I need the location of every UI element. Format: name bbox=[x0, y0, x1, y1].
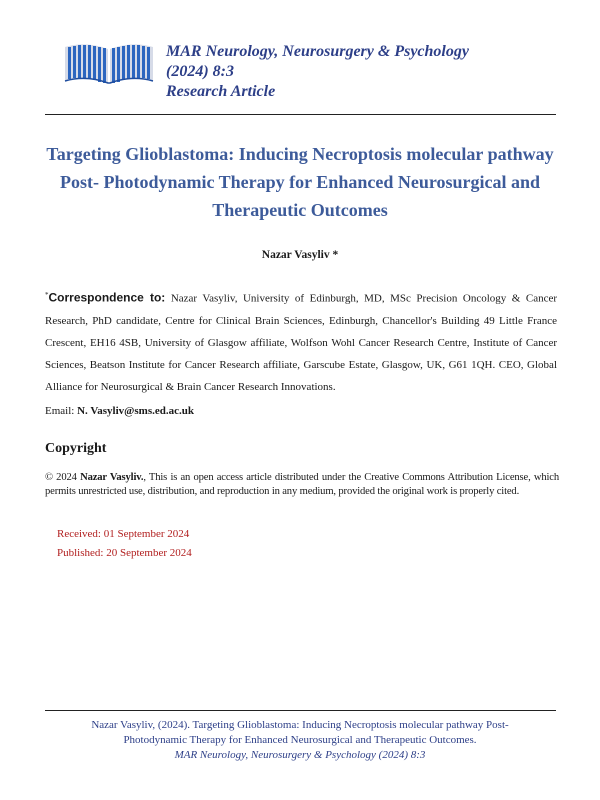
correspondence-block bbox=[45, 284, 557, 398]
title-line-3: Therapeutic Outcomes bbox=[212, 200, 388, 220]
footer-line-1: Nazar Vasyliv, (2024). Targeting Glioblastoma: Inducing Necroptosis molecular pathway Post- bbox=[91, 719, 509, 731]
correspondence-marker: * bbox=[45, 291, 49, 299]
journal-volume: (2024) 8:3 bbox=[166, 63, 234, 80]
article-title bbox=[40, 140, 560, 224]
author-name: Nazar Vasyliv * bbox=[261, 249, 339, 261]
email-label: Email: bbox=[45, 405, 75, 417]
article-type: Research Article bbox=[166, 83, 276, 100]
header-divider bbox=[45, 114, 556, 115]
email-address[interactable]: N. Vasyliv@sms.ed.ac.uk bbox=[77, 405, 194, 417]
published-date: Published: 20 September 2024 bbox=[57, 547, 192, 559]
copyright-prefix: © 2024 bbox=[45, 472, 77, 483]
journal-name: MAR Neurology, Neurosurgery & Psychology bbox=[166, 43, 469, 60]
publication-dates bbox=[57, 525, 192, 563]
title-line-1: Targeting Glioblastoma: Inducing Necroptosis molecular pathway bbox=[46, 144, 554, 164]
received-date: Received: 01 September 2024 bbox=[57, 528, 190, 540]
copyright-heading: Copyright bbox=[45, 441, 107, 456]
copyright-text bbox=[45, 471, 559, 498]
footer-journal: MAR Neurology, Neurosurgery & Psychology (2024) 8:3 bbox=[174, 749, 426, 761]
journal-info bbox=[166, 42, 586, 102]
correspondence-text: Nazar Vasyliv, University of Edinburgh, MD, MSc Precision Oncology & Cancer Research, PhD candidate, Centre for Clinical Brain Sciences, Edinburgh, Chancellor's Building 49 Little France Crescent, EH16 4SB, University of Glasgow affiliate, Wolfson Wohl Cancer Research Centre, Institute of Cancer Sciences, Beatson Institute for Cancer Research affiliate, Garscube Estate, Glasgow, UK, G61 1QH. CEO, Global Alliance for Neurosurgical & Brain Cancer Research Innovations. bbox=[45, 292, 558, 393]
email-line bbox=[45, 405, 194, 417]
copyright-holder: Nazar Vasyliv. bbox=[80, 472, 144, 483]
open-book-logo-icon bbox=[62, 42, 156, 84]
footer-divider bbox=[45, 710, 556, 711]
journal-header bbox=[62, 40, 562, 104]
citation-footer bbox=[40, 718, 560, 763]
footer-line-2: Photodynamic Therapy for Enhanced Neurosurgical and Therapeutic Outcomes. bbox=[123, 734, 477, 746]
title-line-2: Post- Photodynamic Therapy for Enhanced Neurosurgical and bbox=[59, 172, 541, 192]
copyright-body: , This is an open access article distributed under the Creative Commons Attribution License, which permits unrestricted use, distribution, and reproduction in any medium, provided the original work is properly cited. bbox=[45, 472, 559, 497]
correspondence-label: Correspondence to: bbox=[48, 290, 166, 305]
